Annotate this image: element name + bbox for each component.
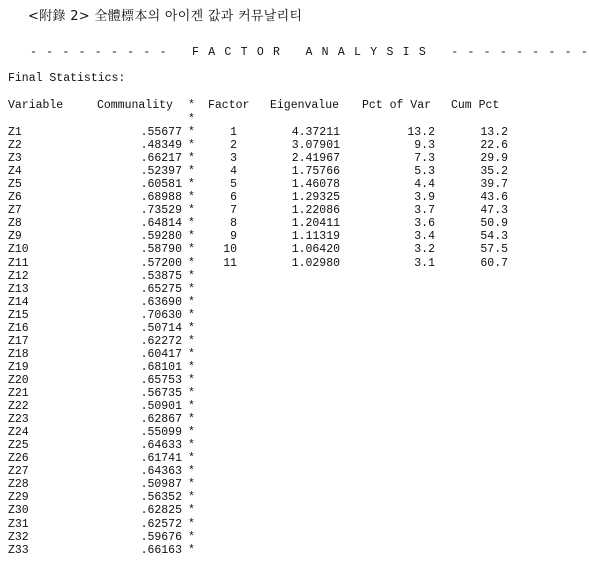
factor-number: 4 [230, 165, 237, 178]
communality-value: .60581 [140, 178, 182, 191]
eigenvalue-value: 1.29325 [291, 191, 340, 204]
communality-value: .68988 [140, 191, 182, 204]
factor-number: 5 [230, 178, 237, 191]
communality-value: .65275 [140, 283, 182, 296]
variable-name: Z30 [8, 504, 29, 517]
factor-number: 10 [223, 243, 237, 256]
cum-pct-value: 43.6 [480, 191, 508, 204]
variable-name: Z20 [8, 374, 29, 387]
header-communality: Communality [97, 99, 173, 112]
separator-star: * [188, 139, 195, 152]
separator-star: * [188, 400, 195, 413]
separator-star: * [188, 452, 195, 465]
communality-value: .59280 [140, 230, 182, 243]
pct-of-var-value: 3.6 [414, 217, 435, 230]
variable-name: Z11 [8, 257, 29, 270]
separator-star: * [188, 465, 195, 478]
factor-analysis-banner: - - - - - - - - - F A C T O R A N A L Y S I S - - - - - - - - - [30, 46, 589, 59]
variable-name: Z18 [8, 348, 29, 361]
communality-value: .58790 [140, 243, 182, 256]
eigenvalue-value: 1.02980 [291, 257, 340, 270]
eigenvalue-value: 1.06420 [291, 243, 340, 256]
communality-value: .62572 [140, 518, 182, 531]
communality-value: .50901 [140, 400, 182, 413]
separator-star: * [188, 113, 195, 126]
eigenvalue-value: 1.75766 [291, 165, 340, 178]
separator-star: * [188, 230, 195, 243]
cum-pct-value: 57.5 [480, 243, 508, 256]
variable-name: Z21 [8, 387, 29, 400]
communality-value: .62825 [140, 504, 182, 517]
factor-number: 7 [230, 204, 237, 217]
eigenvalue-value: 1.20411 [291, 217, 340, 230]
variable-name: Z32 [8, 531, 29, 544]
final-statistics-heading: Final Statistics: [8, 72, 126, 85]
cum-pct-value: 35.2 [480, 165, 508, 178]
header-variable: Variable [8, 99, 64, 112]
variable-name: Z14 [8, 296, 29, 309]
variable-name: Z25 [8, 439, 29, 452]
communality-value: .64814 [140, 217, 182, 230]
pct-of-var-value: 7.3 [414, 152, 435, 165]
separator-star: * [188, 361, 195, 374]
separator-star: * [188, 191, 195, 204]
separator-star: * [188, 426, 195, 439]
communality-value: .50987 [140, 478, 182, 491]
eigenvalue-value: 1.11319 [291, 230, 340, 243]
separator-star: * [188, 217, 195, 230]
variable-name: Z10 [8, 243, 29, 256]
communality-value: .62867 [140, 413, 182, 426]
communality-value: .52397 [140, 165, 182, 178]
eigenvalue-value: 1.46078 [291, 178, 340, 191]
variable-name: Z1 [8, 126, 22, 139]
communality-value: .65753 [140, 374, 182, 387]
separator-star: * [188, 126, 195, 139]
separator-star: * [188, 439, 195, 452]
variable-name: Z31 [8, 518, 29, 531]
header-eigenvalue: Eigenvalue [270, 99, 340, 112]
variable-name: Z7 [8, 204, 22, 217]
separator-star: * [188, 544, 195, 557]
factor-number: 11 [223, 257, 237, 270]
communality-value: .68101 [140, 361, 182, 374]
communality-value: .56735 [140, 387, 182, 400]
variable-name: Z26 [8, 452, 29, 465]
variable-name: Z19 [8, 361, 29, 374]
separator-star: * [188, 335, 195, 348]
separator-star: * [188, 165, 195, 178]
separator-star: * [188, 531, 195, 544]
separator-star: * [188, 348, 195, 361]
communality-value: .56352 [140, 491, 182, 504]
page-title: <附錄 2> 全體標本의 아이겐 값과 커뮤날리티 [28, 9, 303, 24]
separator-star: * [188, 374, 195, 387]
factor-number: 9 [230, 230, 237, 243]
separator-star: * [188, 491, 195, 504]
separator-star: * [188, 387, 195, 400]
variable-name: Z33 [8, 544, 29, 557]
variable-name: Z3 [8, 152, 22, 165]
factor-number: 6 [230, 191, 237, 204]
communality-value: .57200 [140, 257, 182, 270]
separator-star: * [188, 504, 195, 517]
communality-value: .59676 [140, 531, 182, 544]
variable-name: Z17 [8, 335, 29, 348]
variable-name: Z29 [8, 491, 29, 504]
variable-name: Z13 [8, 283, 29, 296]
pct-of-var-value: 3.1 [414, 257, 435, 270]
separator-star: * [188, 178, 195, 191]
separator-star: * [188, 283, 195, 296]
communality-value: .64363 [140, 465, 182, 478]
communality-value: .73529 [140, 204, 182, 217]
variable-name: Z2 [8, 139, 22, 152]
variable-name: Z12 [8, 270, 29, 283]
cum-pct-value: 47.3 [480, 204, 508, 217]
variable-name: Z27 [8, 465, 29, 478]
variable-name: Z9 [8, 230, 22, 243]
separator-star: * [188, 152, 195, 165]
communality-value: .48349 [140, 139, 182, 152]
cum-pct-value: 39.7 [480, 178, 508, 191]
separator-star: * [188, 518, 195, 531]
variable-name: Z6 [8, 191, 22, 204]
communality-value: .55677 [140, 126, 182, 139]
cum-pct-value: 13.2 [480, 126, 508, 139]
eigenvalue-value: 2.41967 [291, 152, 340, 165]
communality-value: .55099 [140, 426, 182, 439]
cum-pct-value: 22.6 [480, 139, 508, 152]
pct-of-var-value: 3.7 [414, 204, 435, 217]
header-pct-of-var: Pct of Var [362, 99, 432, 112]
variable-name: Z22 [8, 400, 29, 413]
separator-star: * [188, 296, 195, 309]
variable-name: Z16 [8, 322, 29, 335]
header-cum-pct: Cum Pct [451, 99, 500, 112]
separator-star: * [188, 478, 195, 491]
factor-number: 2 [230, 139, 237, 152]
communality-value: .66163 [140, 544, 182, 557]
cum-pct-value: 50.9 [480, 217, 508, 230]
separator-star: * [188, 322, 195, 335]
variable-name: Z4 [8, 165, 22, 178]
pct-of-var-value: 9.3 [414, 139, 435, 152]
communality-value: .61741 [140, 452, 182, 465]
communality-value: .62272 [140, 335, 182, 348]
variable-name: Z23 [8, 413, 29, 426]
factor-number: 8 [230, 217, 237, 230]
separator-star: * [188, 243, 195, 256]
separator-star: * [188, 413, 195, 426]
variable-name: Z5 [8, 178, 22, 191]
eigenvalue-value: 3.07901 [291, 139, 340, 152]
eigenvalue-value: 1.22086 [291, 204, 340, 217]
communality-value: .50714 [140, 322, 182, 335]
pct-of-var-value: 3.4 [414, 230, 435, 243]
variable-name: Z15 [8, 309, 29, 322]
variable-name: Z24 [8, 426, 29, 439]
pct-of-var-value: 4.4 [414, 178, 435, 191]
header-factor: Factor [208, 99, 250, 112]
separator-star: * [188, 309, 195, 322]
cum-pct-value: 29.9 [480, 152, 508, 165]
pct-of-var-value: 3.2 [414, 243, 435, 256]
communality-value: .70630 [140, 309, 182, 322]
eigenvalue-value: 4.37211 [291, 126, 340, 139]
pct-of-var-value: 13.2 [407, 126, 435, 139]
variable-name: Z28 [8, 478, 29, 491]
factor-number: 3 [230, 152, 237, 165]
variable-name: Z8 [8, 217, 22, 230]
communality-value: .63690 [140, 296, 182, 309]
communality-value: .64633 [140, 439, 182, 452]
pct-of-var-value: 3.9 [414, 191, 435, 204]
separator-star: * [188, 204, 195, 217]
cum-pct-value: 54.3 [480, 230, 508, 243]
communality-value: .60417 [140, 348, 182, 361]
pct-of-var-value: 5.3 [414, 165, 435, 178]
header-star: * [188, 99, 195, 112]
cum-pct-value: 60.7 [480, 257, 508, 270]
communality-value: .66217 [140, 152, 182, 165]
communality-value: .53875 [140, 270, 182, 283]
factor-number: 1 [230, 126, 237, 139]
separator-star: * [188, 270, 195, 283]
separator-star: * [188, 257, 195, 270]
